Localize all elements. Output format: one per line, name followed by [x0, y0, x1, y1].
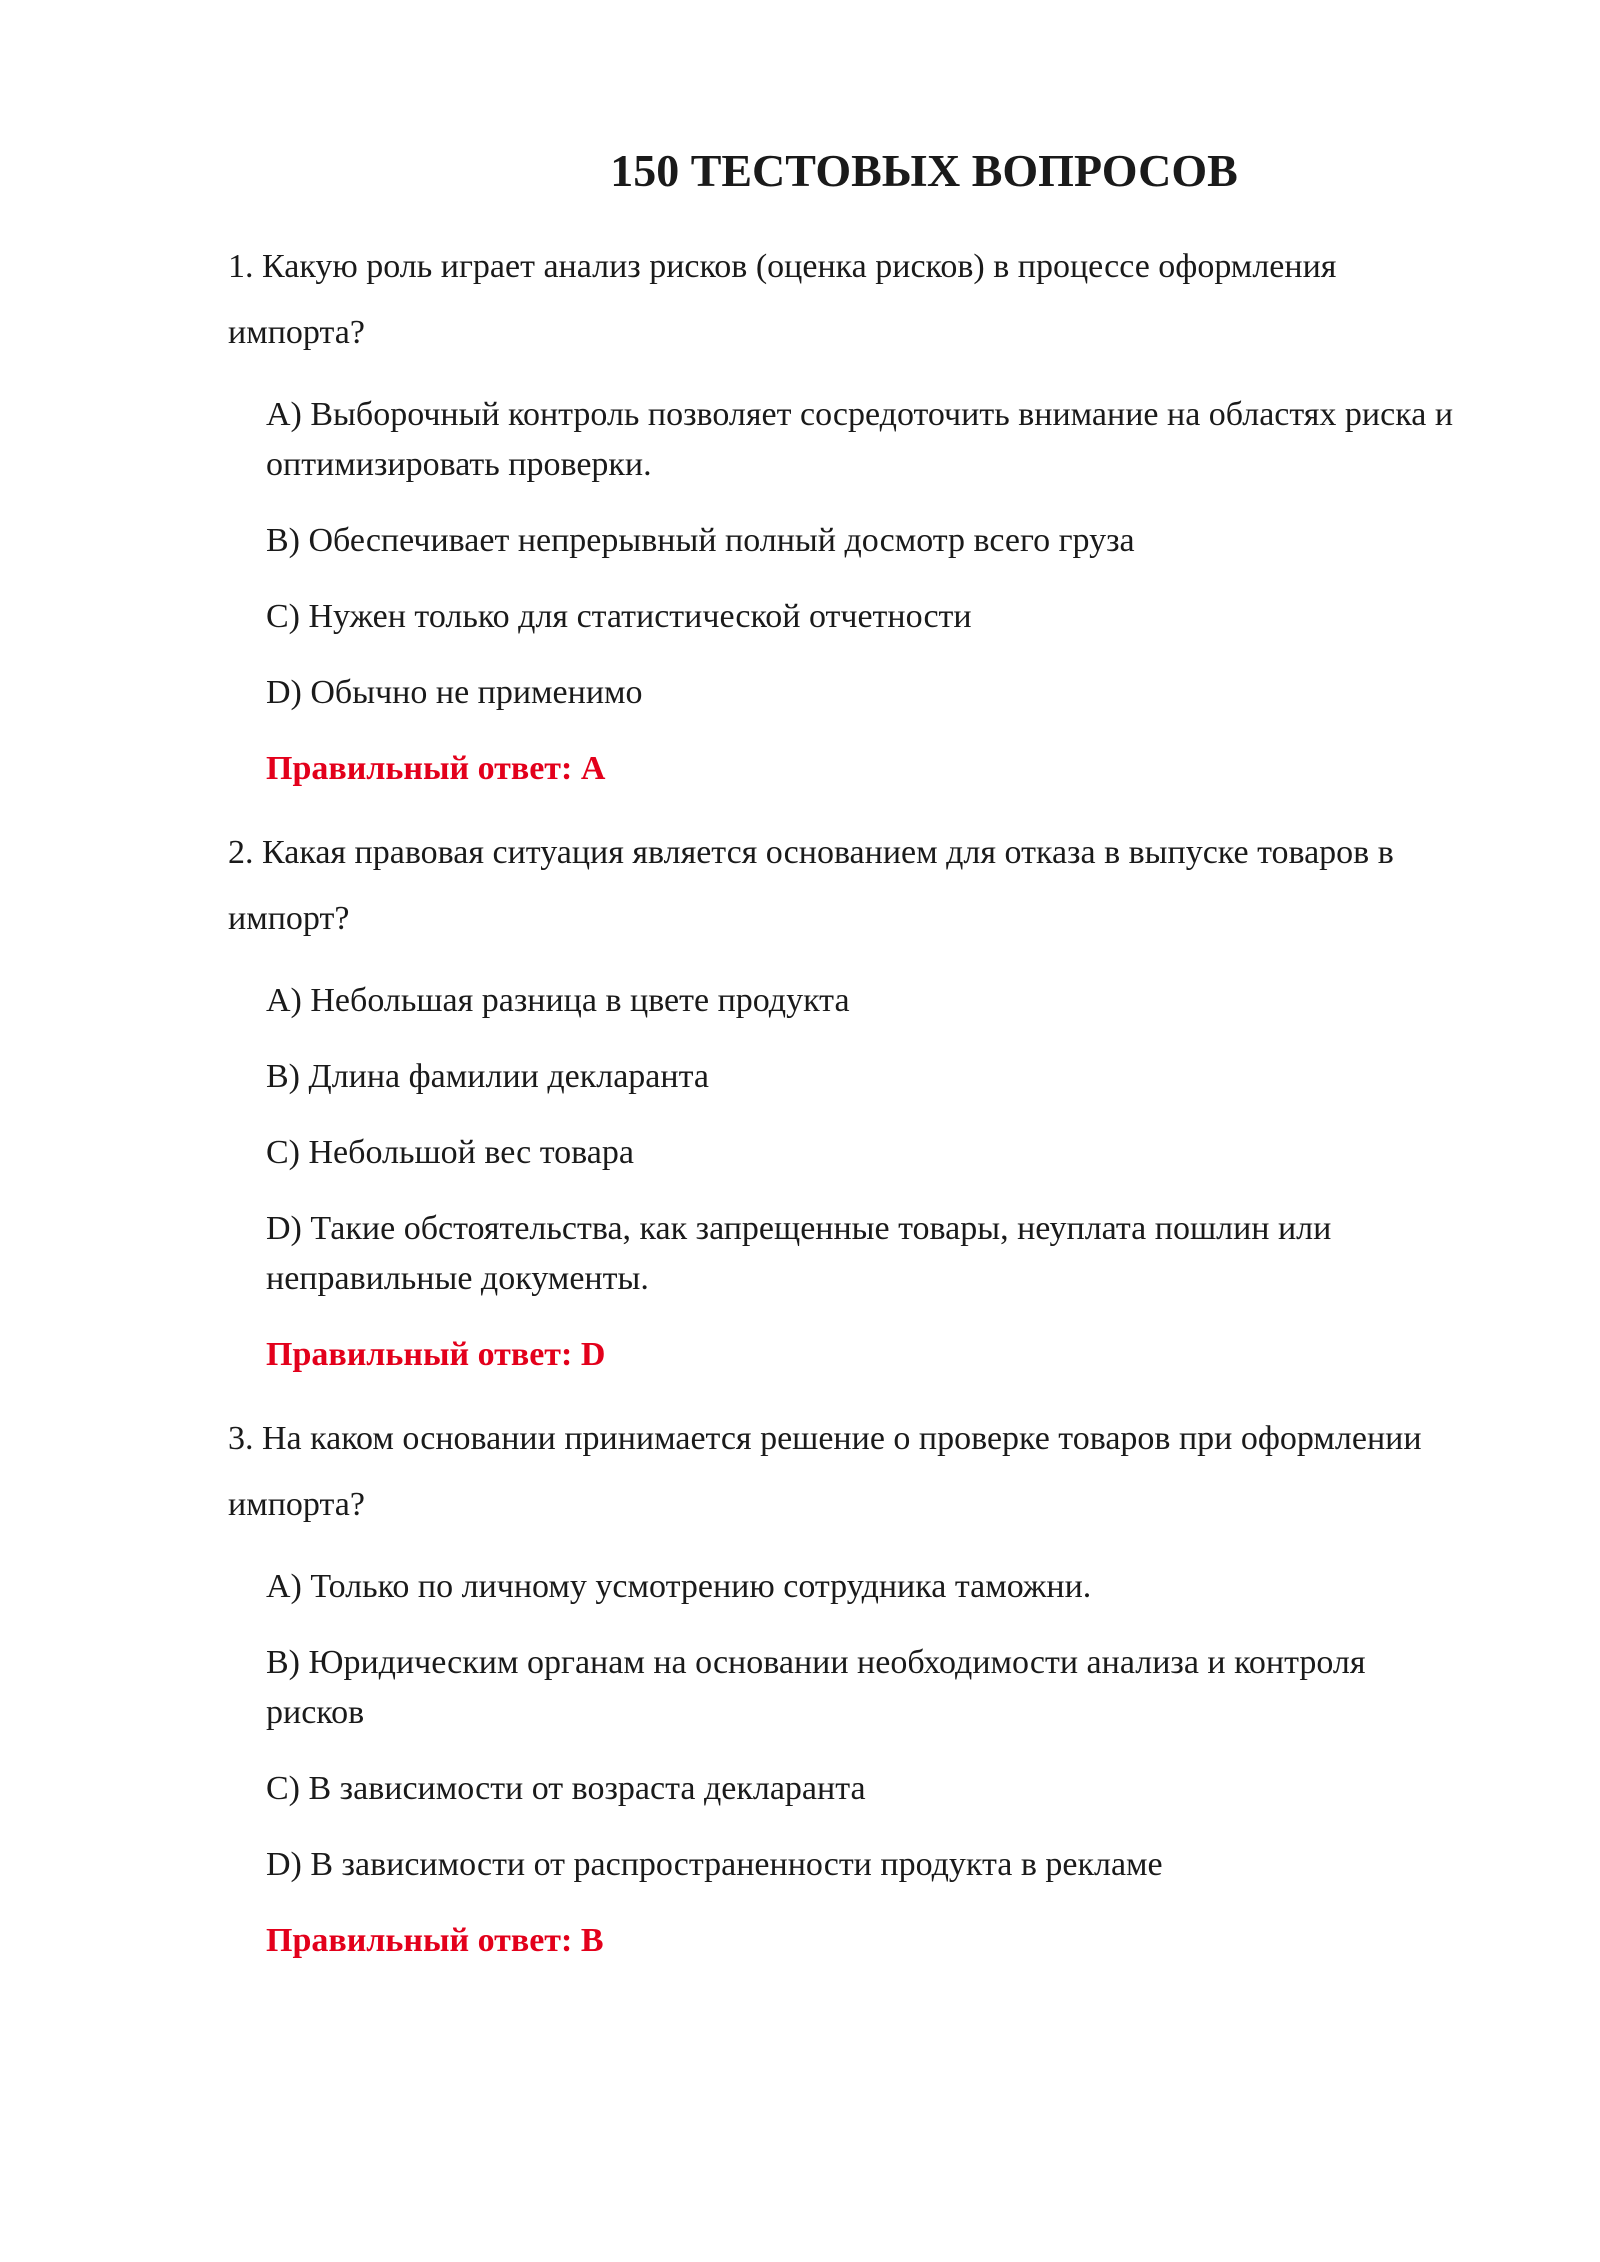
option-b: B) Длина фамилии декларанта: [266, 1058, 709, 1095]
document-title: 150 ТЕСТОВЫХ ВОПРОСОВ: [610, 145, 1238, 196]
option-d: D) В зависимости от распространенности продукта в рекламе: [266, 1846, 1163, 1883]
answer-options: [266, 976, 1460, 1304]
option-b: B) Обеспечивает непрерывный полный досмотр всего груза: [266, 522, 1135, 559]
option-d: D) Такие обстоятельства, как запрещенные товары, неуплата пошлин или неправильные документы.: [266, 1210, 1332, 1297]
option-a: A) Небольшая разница в цвете продукта: [266, 982, 850, 1019]
option-d: D) Обычно не применимо: [266, 674, 643, 711]
option-c: C) Нужен только для статистической отчетности: [266, 598, 972, 635]
question-3: [228, 1406, 1460, 1966]
question-2: [228, 820, 1460, 1380]
question-text: 2. Какая правовая ситуация является основанием для отказа в выпуске товаров в импорт?: [228, 834, 1394, 937]
option-a: A) Только по личному усмотрению сотрудника таможни.: [266, 1568, 1092, 1605]
question-1: [228, 234, 1460, 794]
option-a: A) Выборочный контроль позволяет сосредоточить внимание на областях риска и оптимизировать проверки.: [266, 396, 1454, 483]
question-text: 3. На каком основании принимается решение о проверке товаров при оформлении импорта?: [228, 1420, 1422, 1523]
option-c: C) Небольшой вес товара: [266, 1134, 634, 1171]
correct-answer: Правильный ответ: A: [266, 750, 606, 787]
correct-answer: Правильный ответ: B: [266, 1922, 604, 1959]
option-b: B) Юридическим органам на основании необходимости анализа и контроля рисков: [266, 1644, 1366, 1731]
answer-options: [266, 390, 1460, 718]
question-text: 1. Какую роль играет анализ рисков (оценка рисков) в процессе оформления импорта?: [228, 248, 1337, 351]
answer-options: [266, 1562, 1460, 1890]
option-c: C) В зависимости от возраста декларанта: [266, 1770, 866, 1807]
correct-answer: Правильный ответ: D: [266, 1336, 606, 1373]
